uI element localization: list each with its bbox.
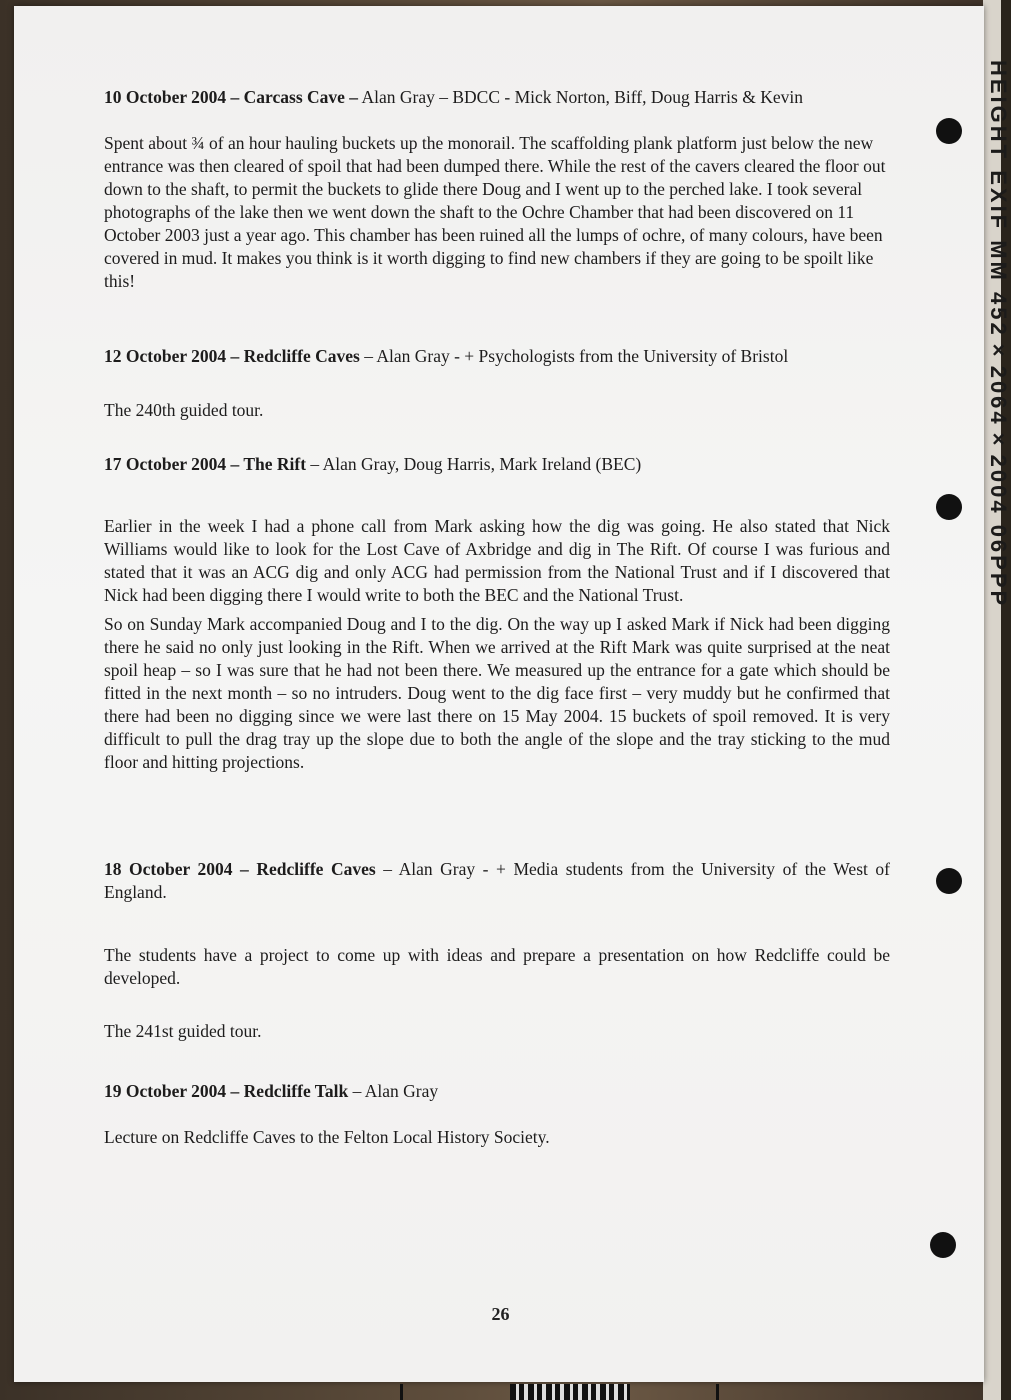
entry-heading bbox=[104, 453, 890, 476]
diary-entry bbox=[104, 858, 890, 1043]
entry-date-title: 19 October 2004 – Redcliffe Talk bbox=[104, 1081, 349, 1101]
page-number: 26 bbox=[491, 1304, 510, 1324]
entry-paragraph: Spent about ¾ of an hour hauling buckets up the monorail. The scaffolding plank platform just below the new entrance was then cleared of spoil that had been dumped there. While the rest of the cavers cleared the floor out down to the shaft, to permit the buckets to glide there Doug and I went up to the perched lake. I took several photographs of the lake then we went down the shaft to the Ochre Chamber that had been discovered on 11 October 2003 just a year ago. This chamber has been ruined all the lumps of ochre, of many colours, have been covered in mud. It makes you think is it worth digging to find new chambers if they are going to be spoilt like this! bbox=[104, 133, 886, 291]
punch-hole bbox=[930, 1232, 956, 1258]
diary-entry bbox=[104, 1080, 890, 1149]
entry-heading bbox=[104, 1080, 890, 1103]
entry-heading bbox=[104, 345, 894, 368]
edge-strip bbox=[983, 0, 1011, 1400]
punch-hole bbox=[936, 494, 962, 520]
diary-entry bbox=[104, 345, 894, 422]
entry-people: – Alan Gray bbox=[348, 1081, 439, 1101]
entry-people: – Alan Gray - + Psychologists from the University of Bristol bbox=[359, 346, 789, 366]
entry-people: – Alan Gray, Doug Harris, Mark Ireland (BEC) bbox=[306, 454, 642, 474]
entry-paragraph: Earlier in the week I had a phone call from Mark asking how the dig was going. He also stated that Nick Williams would like to look for the Lost Cave of Axbridge and dig in The Rift. Of course I was furious and stated that it was an ACG dig and only ACG had permission from the National Trust and if I discovered that Nick had been digging there I would write to both the BEC and the National Trust. bbox=[104, 516, 890, 605]
entry-heading bbox=[104, 86, 864, 109]
entry-paragraph: Lecture on Redcliffe Caves to the Felton Local History Society. bbox=[104, 1127, 550, 1147]
diary-entry bbox=[104, 86, 890, 293]
tape-edge bbox=[716, 1384, 719, 1400]
tape-edge bbox=[400, 1384, 403, 1400]
entry-date-title: 17 October 2004 – The Rift bbox=[104, 454, 307, 474]
entry-paragraph: The 240th guided tour. bbox=[104, 400, 264, 420]
entry-date-title: 10 October 2004 – Carcass Cave – bbox=[104, 87, 359, 107]
entry-date-title: 18 October 2004 – Redcliffe Caves bbox=[104, 859, 376, 879]
entry-people: Alan Gray – BDCC - Mick Norton, Biff, Doug Harris & Kevin bbox=[358, 87, 803, 107]
entry-paragraph: The students have a project to come up with ideas and prepare a presentation on how Redcliffe could be developed. bbox=[104, 945, 890, 988]
barcode-fragment bbox=[510, 1384, 630, 1400]
punch-hole bbox=[936, 118, 962, 144]
entry-heading bbox=[104, 858, 890, 904]
punch-hole bbox=[936, 868, 962, 894]
entry-paragraph: So on Sunday Mark accompanied Doug and I to the dig. On the way up I asked Mark if Nick had been digging there he said no only just looking in the Rift. When we arrived at the Rift Mark was quite surprised at the neat spoil heap – so I was sure that he had not been there. We measured up the entrance for a gate which should be fitted in the next month – so no intruders. Doug went to the dig face first – very muddy but he confirmed that there had been no digging since we were last there on 15 May 2004. 15 buckets of spoil removed. It is very difficult to pull the drag tray up the slope due to both the angle of the slope and the tray sticking to the mud floor and hitting projections. bbox=[104, 614, 890, 772]
entry-people: – Alan Gray - + Media students from the University of the West of England. bbox=[104, 859, 890, 902]
edge-lettering: HEIGHT EXIF MM 452×2064×2004 06PPP bbox=[986, 60, 1011, 609]
entry-paragraph: The 241st guided tour. bbox=[104, 1021, 262, 1041]
entry-date-title: 12 October 2004 – Redcliffe Caves bbox=[104, 346, 360, 366]
diary-entry bbox=[104, 453, 890, 774]
